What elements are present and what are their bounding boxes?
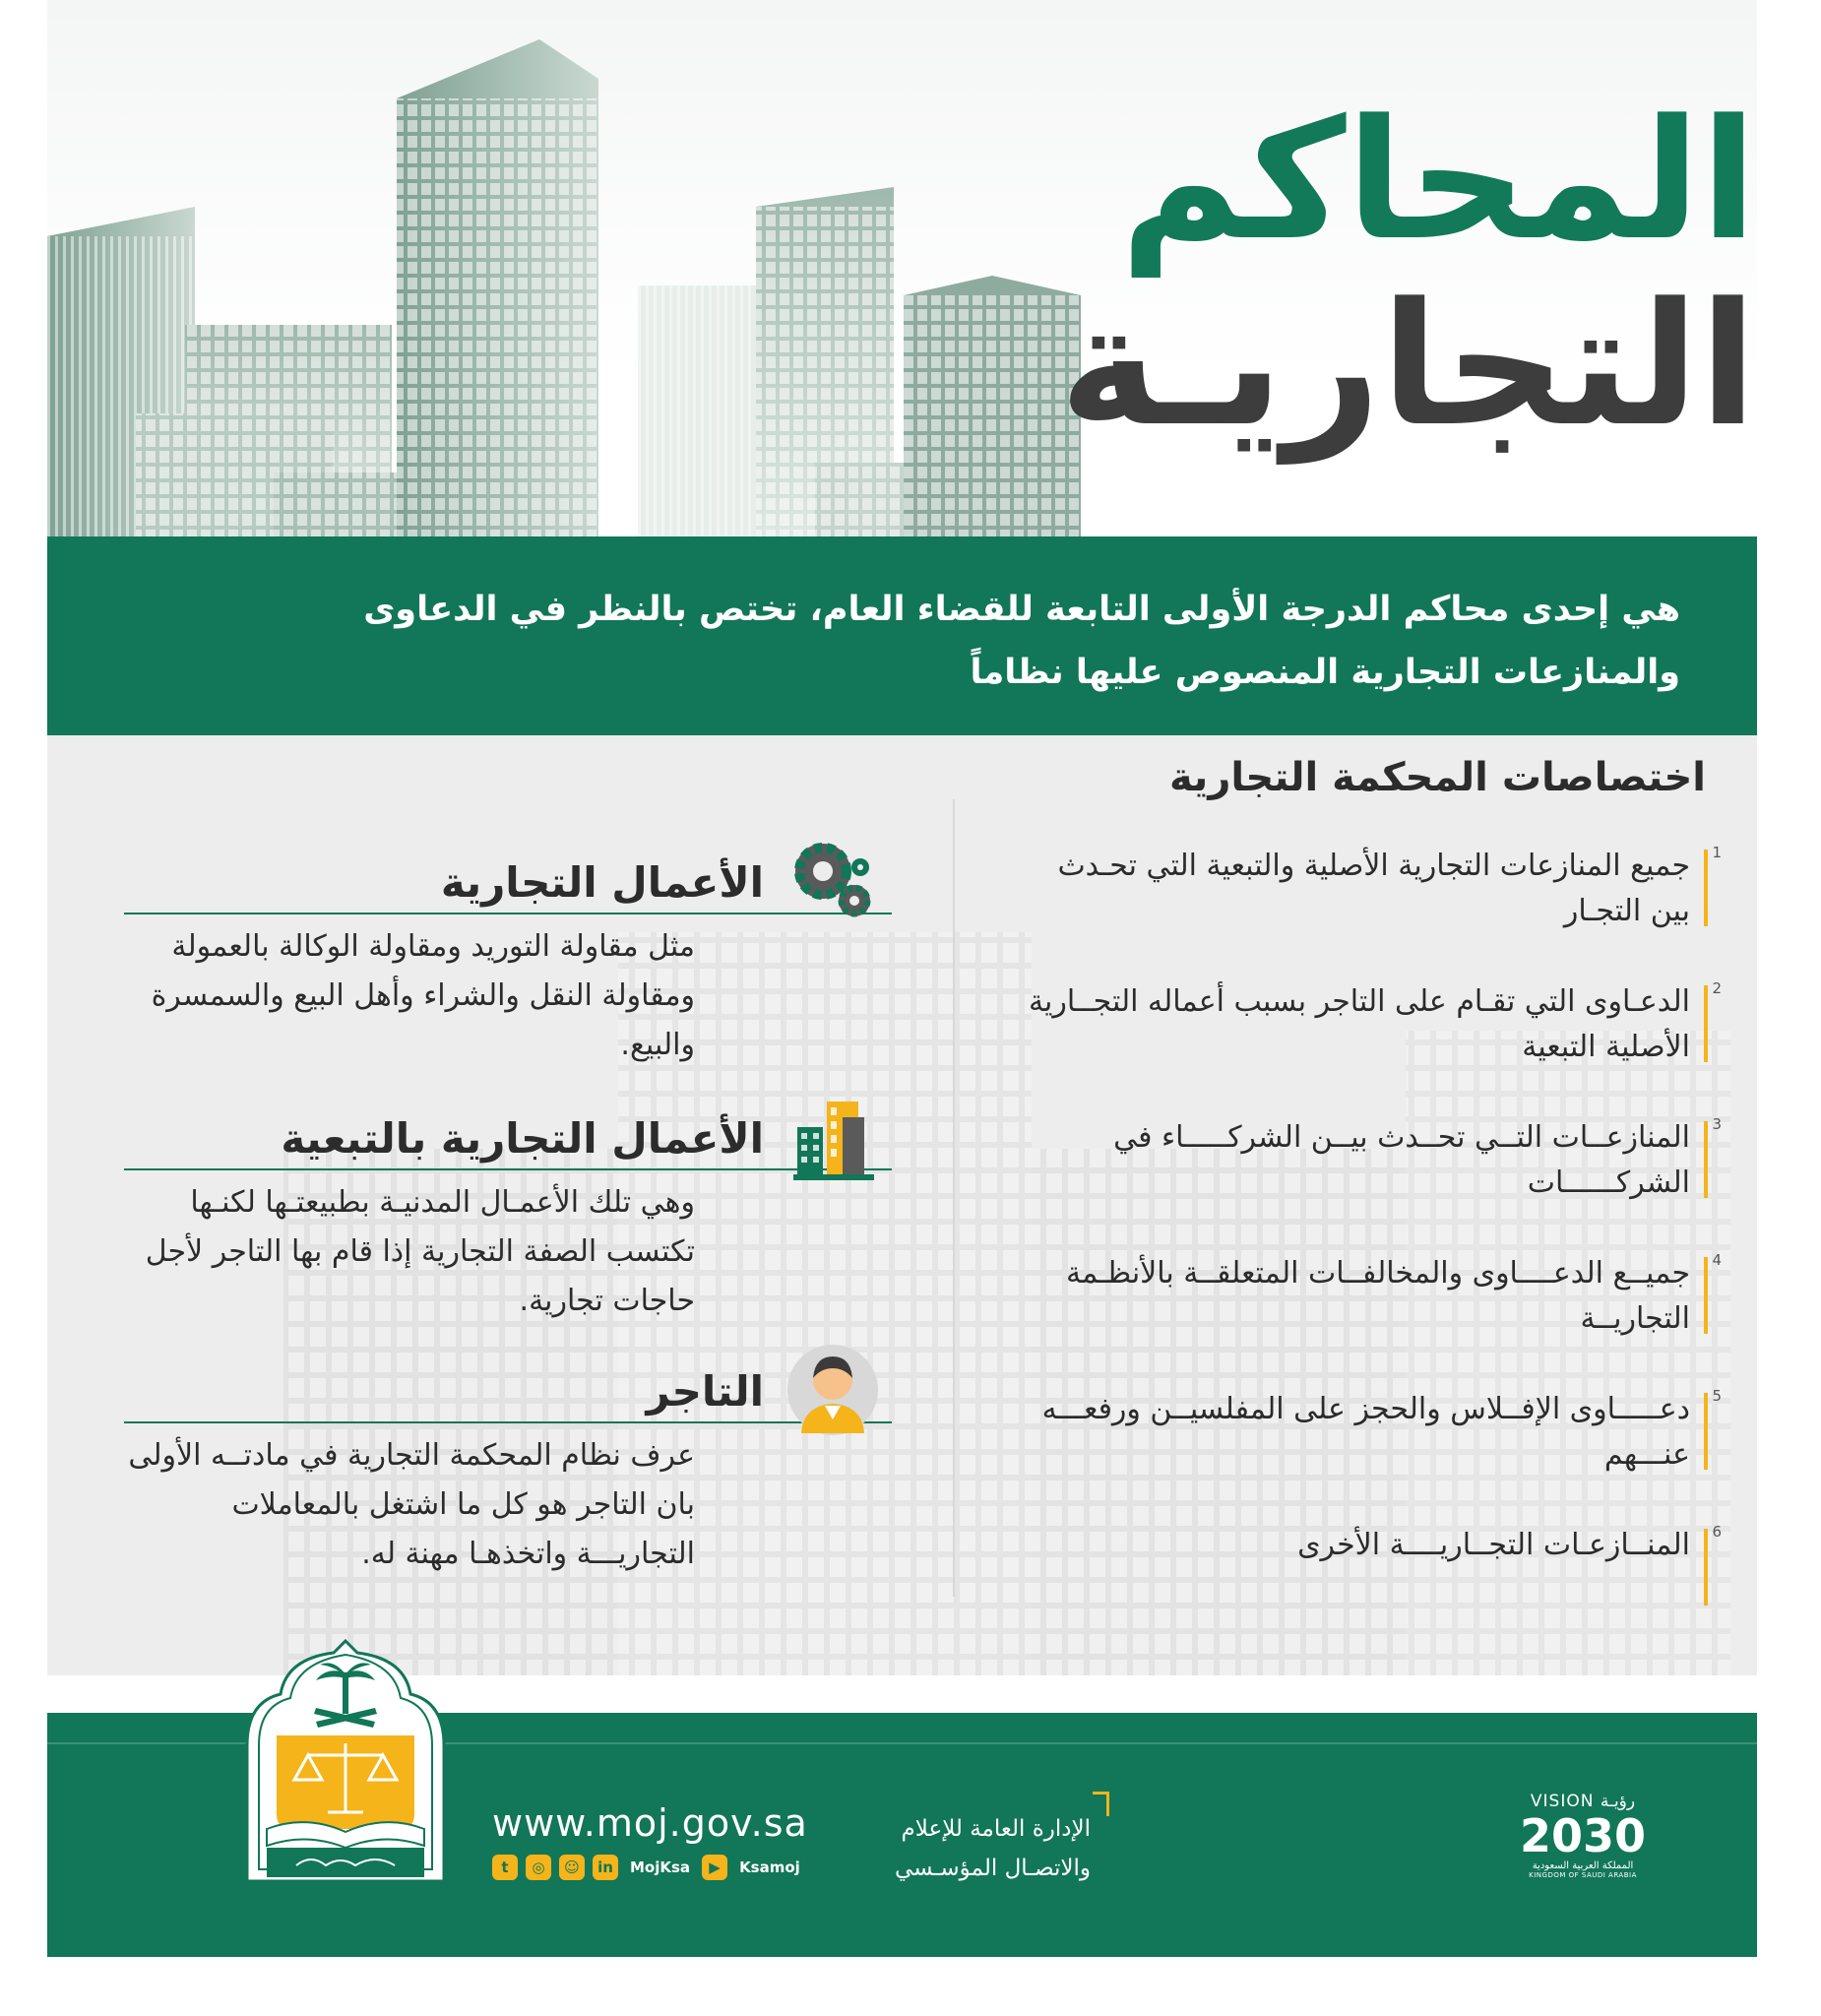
website-url[interactable]: www.moj.gov.sa — [492, 1801, 808, 1845]
list-item — [1019, 979, 1722, 1115]
list-item — [1019, 1251, 1722, 1387]
item-text: دعـــــاوى الإفــلاس والحجز على المفلسيــن ورفعـــه عنـــهم — [1041, 1392, 1690, 1472]
section-body: مثل مقاولة التوريد ومقاولة الوكالة بالعمولة ومقاولة النقل والشراء وأهل البيع والسمسرة والبيع. — [151, 929, 695, 1062]
youtube-icon[interactable]: ▶ — [702, 1855, 727, 1880]
linkedin-icon[interactable]: in — [593, 1855, 618, 1880]
list-item — [1019, 1387, 1722, 1523]
person-icon — [784, 1341, 882, 1439]
yellow-bar — [1704, 1121, 1708, 1198]
column-divider — [953, 799, 955, 1597]
main-content — [47, 735, 1757, 1675]
section-body: عرف نظام المحكمة التجارية في مادتــه الأولى بان التاجر هو كل ما اشتغل بالمعاملات التجاريـــة واتخذهـا مهنة له. — [128, 1438, 695, 1571]
twitter-icon[interactable]: t — [492, 1855, 518, 1880]
ministry-of-justice-logo — [237, 1637, 454, 1893]
specializations-title: اختصاصات المحكمة التجارية — [1169, 755, 1706, 800]
item-text: المنــازعـات التجــاريــــة الأخرى — [1297, 1528, 1690, 1562]
gears-icon — [784, 832, 882, 930]
list-item — [1019, 1523, 1722, 1659]
media-dept-line-1: الإدارة العامة للإعلام — [901, 1816, 1091, 1842]
item-number: 6 — [1712, 1523, 1722, 1541]
section-title: الأعمال التجارية — [440, 858, 764, 907]
hero-section — [47, 0, 1757, 536]
section-commercial-works — [124, 844, 892, 1070]
item-text: الدعـاوى التي تقـام على التاجر بسبب أعماله التجــارية الأصلية التبعية — [1028, 984, 1690, 1064]
item-number: 2 — [1712, 979, 1722, 997]
item-text: جميــع الدعــــاوى والمخالفــات المتعلقــة بالأنظـمة التجاريــة — [1066, 1256, 1690, 1336]
social-links — [492, 1853, 804, 1882]
yellow-bar — [1704, 1529, 1708, 1606]
vision-label: VISION رؤيـة — [1530, 1792, 1636, 1811]
section-body: وهي تلك الأعمـال المدنيـة بطبيعتـها لكنـها تكتسب الصفة التجارية إذا قام بها التاجر لأجل حاجات تجارية. — [145, 1185, 695, 1318]
media-dept-line-2: والاتصـال المؤسـسي — [894, 1856, 1091, 1881]
item-text: المنازعــات التــي تحــدث بيــن الشركـــــاء في الشركــــــات — [1113, 1120, 1690, 1200]
social-handle-mojksa: MojKsa — [630, 1858, 691, 1876]
specializations-list — [1019, 844, 1722, 1659]
item-number: 5 — [1712, 1387, 1722, 1405]
section-ancillary-commercial-works — [124, 1100, 892, 1326]
yellow-bar — [1704, 1393, 1708, 1470]
yellow-bar — [1704, 850, 1708, 926]
yellow-bar — [1704, 985, 1708, 1062]
section-merchant — [124, 1353, 892, 1579]
media-department — [862, 1809, 1091, 1888]
skyline-illustration — [47, 39, 1091, 536]
vision-2030-logo — [1514, 1792, 1652, 1879]
vision-country-ar: المملكة العربية السعودية — [1532, 1860, 1634, 1871]
bracket-decoration — [1093, 1792, 1109, 1816]
intro-text: هي إحدى محاكم الدرجة الأولى التابعة للقضاء العام، تختص بالنظر في الدعاوى والمنازعات التجارية المنصوص عليها نظاماً — [363, 590, 1680, 692]
title-line-2: التجاريـة — [1059, 266, 1757, 464]
section-title: الأعمال التجارية بالتبعية — [281, 1114, 764, 1163]
item-number: 3 — [1712, 1115, 1722, 1133]
vision-country-en: KINGDOM OF SAUDI ARABIA — [1529, 1871, 1637, 1879]
item-number: 1 — [1712, 844, 1722, 861]
buildings-icon — [784, 1088, 882, 1186]
section-title: التاجر — [646, 1367, 764, 1416]
item-text: جميع المنازعات التجارية الأصلية والتبعية التي تحـدث بين التجـار — [1057, 849, 1690, 928]
instagram-icon[interactable]: ◎ — [526, 1855, 551, 1880]
intro-band — [47, 536, 1757, 735]
list-item — [1019, 1115, 1722, 1251]
item-number: 4 — [1712, 1251, 1722, 1269]
snapchat-icon[interactable]: ☺ — [559, 1855, 585, 1880]
title-line-1: المحاكم — [1120, 84, 1757, 277]
list-item — [1019, 844, 1722, 979]
social-handle-ksamoj: Ksamoj — [739, 1858, 800, 1876]
vision-number: 2030 — [1519, 1809, 1647, 1862]
infographic-sheet — [47, 0, 1757, 2016]
yellow-bar — [1704, 1257, 1708, 1334]
